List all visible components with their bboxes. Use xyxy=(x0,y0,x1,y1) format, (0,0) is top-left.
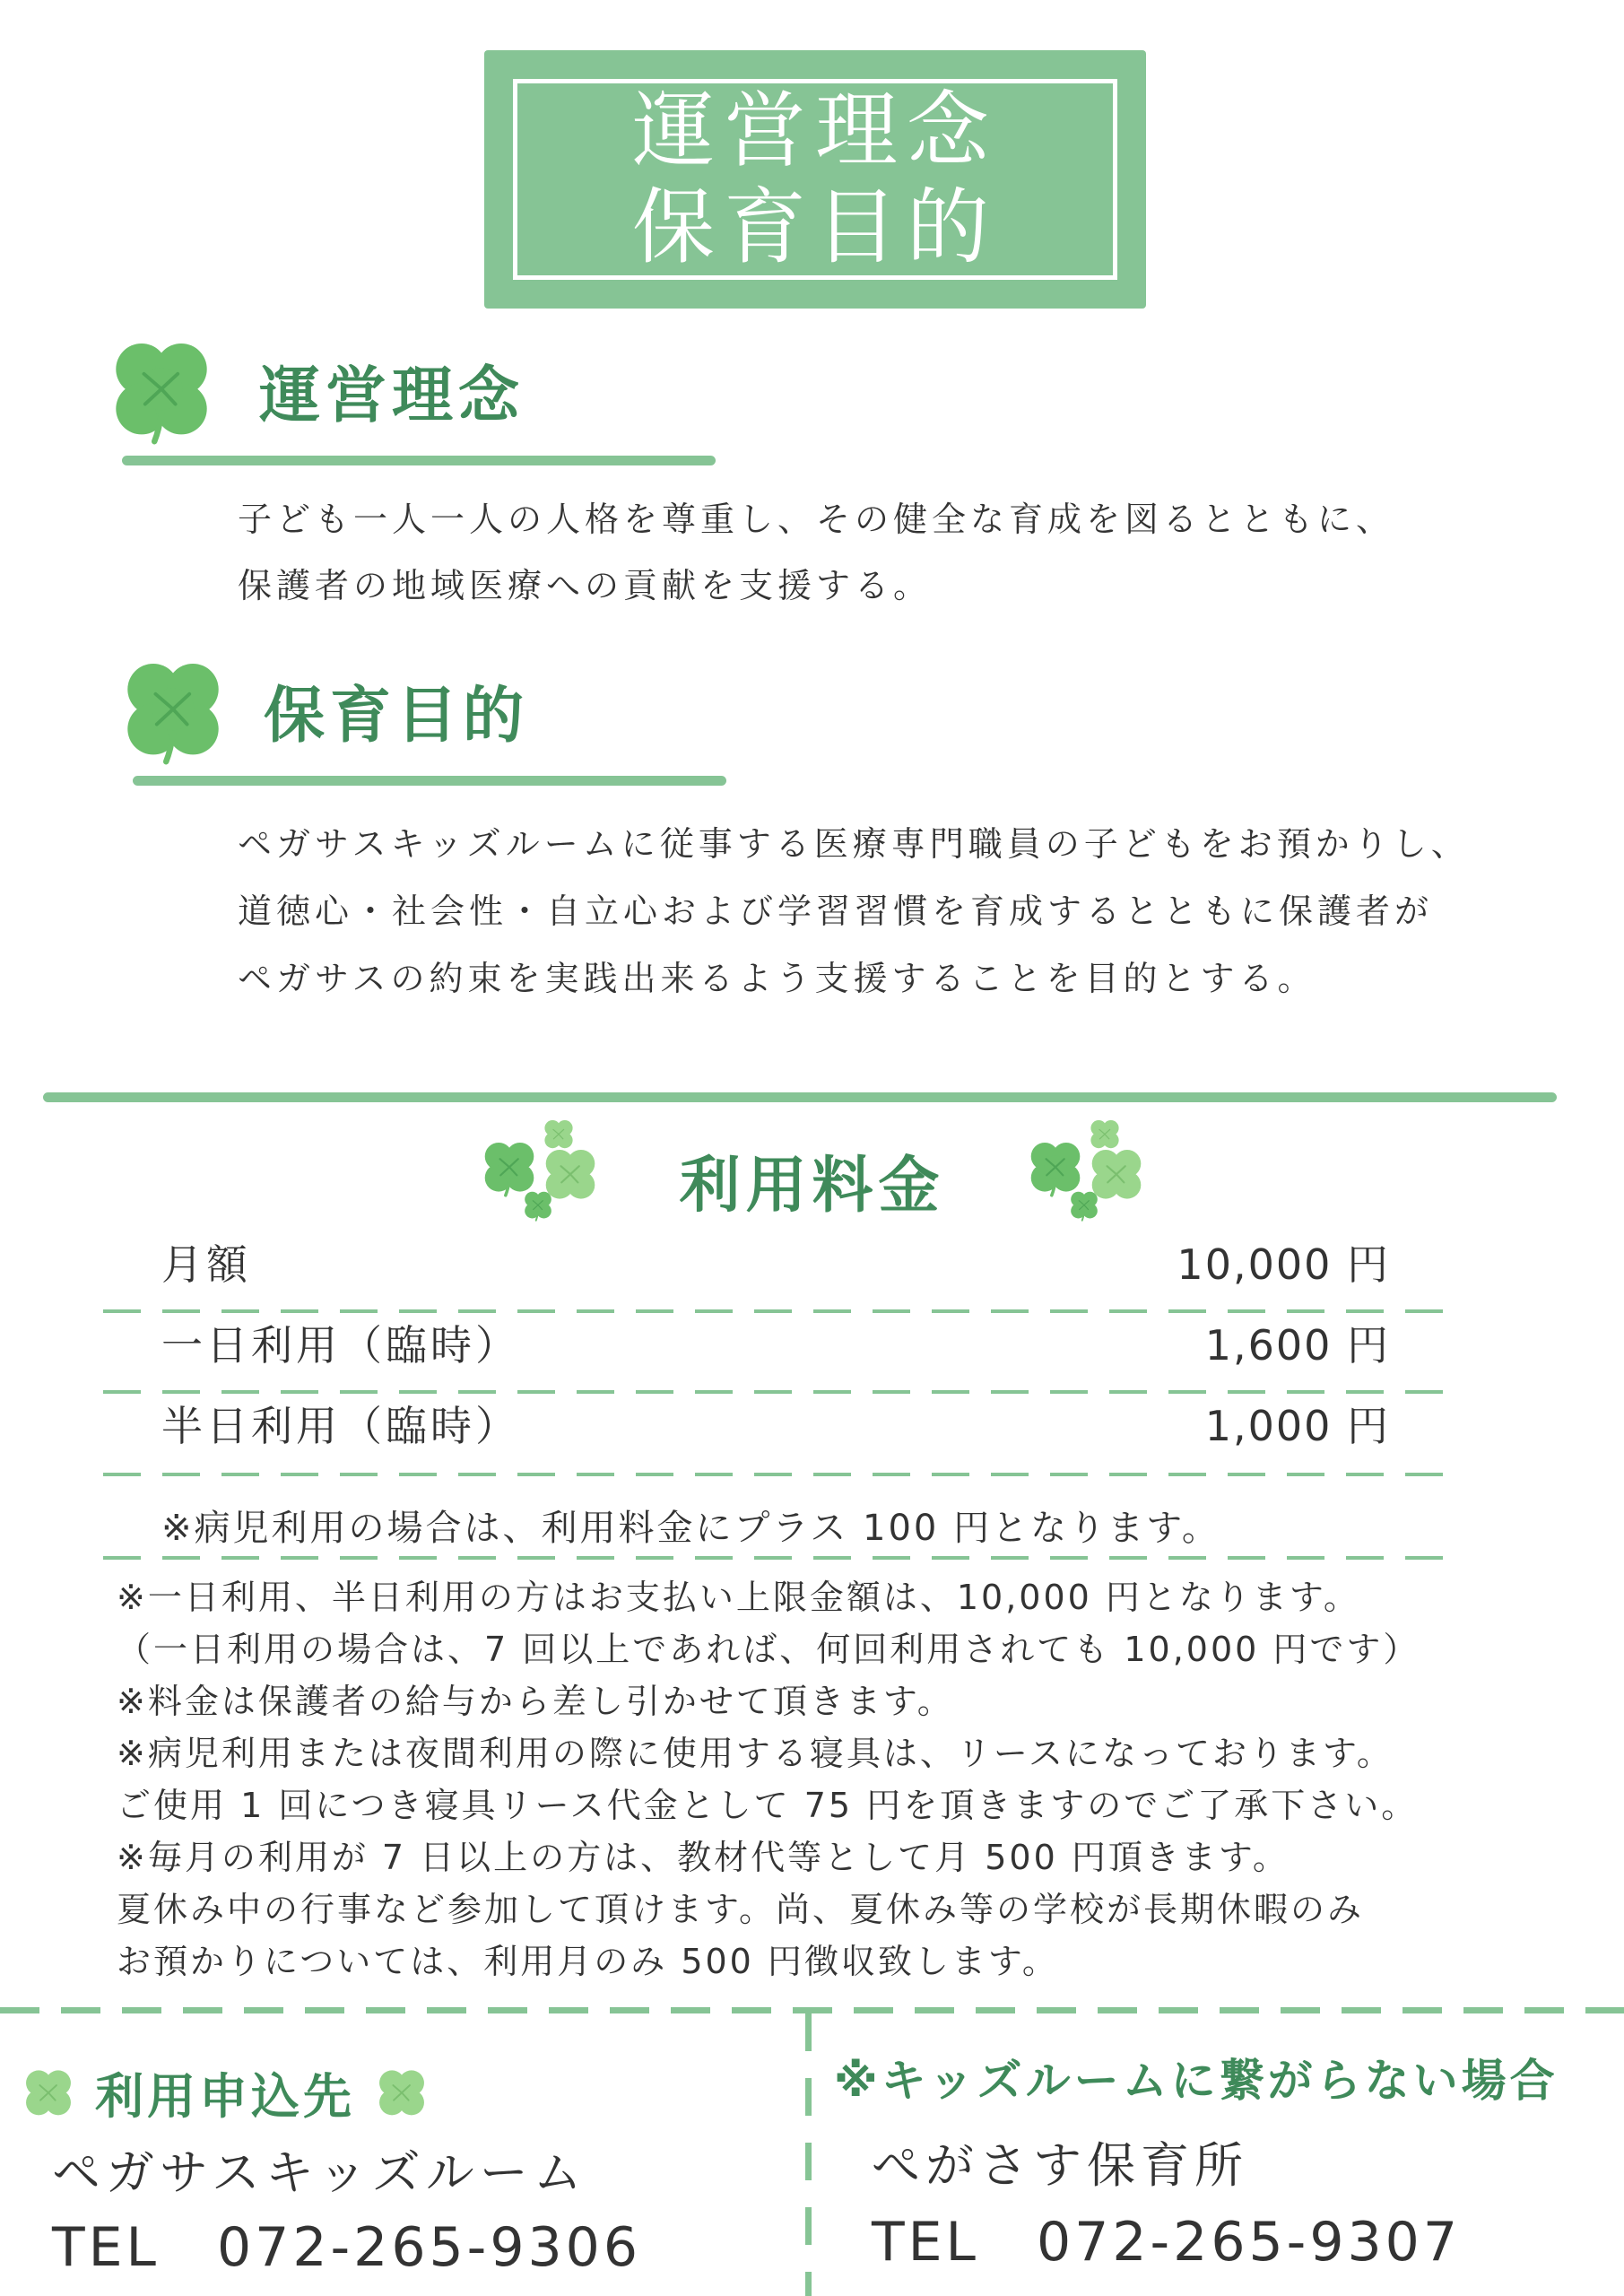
title-line-2: 保育目的 xyxy=(631,179,998,275)
title-banner-frame xyxy=(513,79,1117,280)
fee-row-halfday xyxy=(103,1390,1448,1471)
note-line: ※病児利用または夜間利用の際に使用する寝具は、リースになっております。 xyxy=(117,1734,1394,1773)
clover-cluster-right-icon xyxy=(1024,1117,1159,1224)
philosophy-line-2: 保護者の地域医療への貢献を支援する。 xyxy=(238,566,933,605)
clover-icon xyxy=(373,2065,430,2122)
purpose-line-3: ペガサスの約束を実践出来るよう支援することを目的とする。 xyxy=(238,959,1316,998)
purpose-heading-text: 保育目的 xyxy=(264,680,530,752)
note-line: ※料金は保護者の給与から差し引かせて頂きます。 xyxy=(117,1682,954,1721)
fees-heading: 利用料金 xyxy=(679,1151,945,1222)
footer-dashed-rule xyxy=(0,2007,1624,2013)
philosophy-underline xyxy=(122,456,716,465)
note-line: お預かりについては、利用月のみ 500 円徴収致します。 xyxy=(117,1942,1059,1981)
fee-value: 1,000 円 xyxy=(1204,1402,1390,1450)
title-banner xyxy=(484,50,1146,309)
fee-label: 月額 xyxy=(161,1240,251,1289)
note-line: 夏休み中の行事など参加して頂けます。尚、夏休み等の学校が長期休暇のみ xyxy=(117,1890,1364,1929)
contact-name: ペガサスキッズルーム xyxy=(52,2144,587,2201)
note-line: ※一日利用、半日利用の方はお支払い上限金額は、10,000 円となります。 xyxy=(117,1578,1360,1617)
sick-child-note: ※病児利用の場合は、利用料金にプラス 100 円となります。 xyxy=(161,1508,1220,1549)
purpose-heading xyxy=(115,652,529,769)
section-divider xyxy=(43,1092,1557,1102)
fee-notes xyxy=(117,1571,1420,1987)
fee-label: 一日利用（臨時） xyxy=(161,1321,520,1370)
dashed-rule xyxy=(103,1473,1448,1476)
fee-label: 半日利用（臨時） xyxy=(161,1402,520,1450)
purpose-line-2: 道徳心・社会性・自立心および学習習慣を育成するとともに保護者が xyxy=(238,891,1434,931)
purpose-underline xyxy=(133,776,726,786)
note-line: ご使用 1 回につき寝具リース代金として 75 円を頂きますのでご了承下さい。 xyxy=(117,1786,1419,1825)
alt-contact-heading: ※キッズルームに繋がらない場合 xyxy=(834,2055,1559,2107)
alt-contact-tel[interactable]: TEL 072-265-9307 xyxy=(872,2211,1462,2274)
contact-heading-text: 利用申込先 xyxy=(95,2068,355,2125)
philosophy-heading-text: 運営理念 xyxy=(259,360,525,431)
clover-icon xyxy=(20,2065,77,2122)
note-line: ※毎月の利用が 7 日以上の方は、教材代等として月 500 円頂きます。 xyxy=(117,1838,1290,1877)
philosophy-heading xyxy=(103,332,525,448)
fee-row-monthly xyxy=(103,1229,1448,1309)
purpose-line-1: ペガサスキッズルームに従事する医療専門職員の子どもをお預かりし、 xyxy=(238,824,1470,864)
alt-contact-name: ぺがさす保育所 xyxy=(872,2137,1248,2194)
fee-row-daily xyxy=(103,1309,1448,1390)
note-line: （一日利用の場合は、7 回以上であれば、何回利用されても 10,000 円です） xyxy=(117,1630,1420,1669)
clover-icon xyxy=(115,652,231,769)
footer-dashed-divider xyxy=(805,2013,812,2296)
clover-icon xyxy=(103,332,220,448)
contact-heading xyxy=(20,2058,430,2127)
fee-value: 1,600 円 xyxy=(1204,1321,1390,1370)
contact-tel[interactable]: TEL 072-265-9306 xyxy=(52,2216,642,2279)
fee-value: 10,000 円 xyxy=(1177,1240,1390,1289)
philosophy-line-1: 子ども一人一人の人格を尊重し、その健全な育成を図るとともに、 xyxy=(238,500,1395,539)
dashed-rule xyxy=(103,1556,1448,1560)
title-line-1: 運営理念 xyxy=(631,83,998,178)
